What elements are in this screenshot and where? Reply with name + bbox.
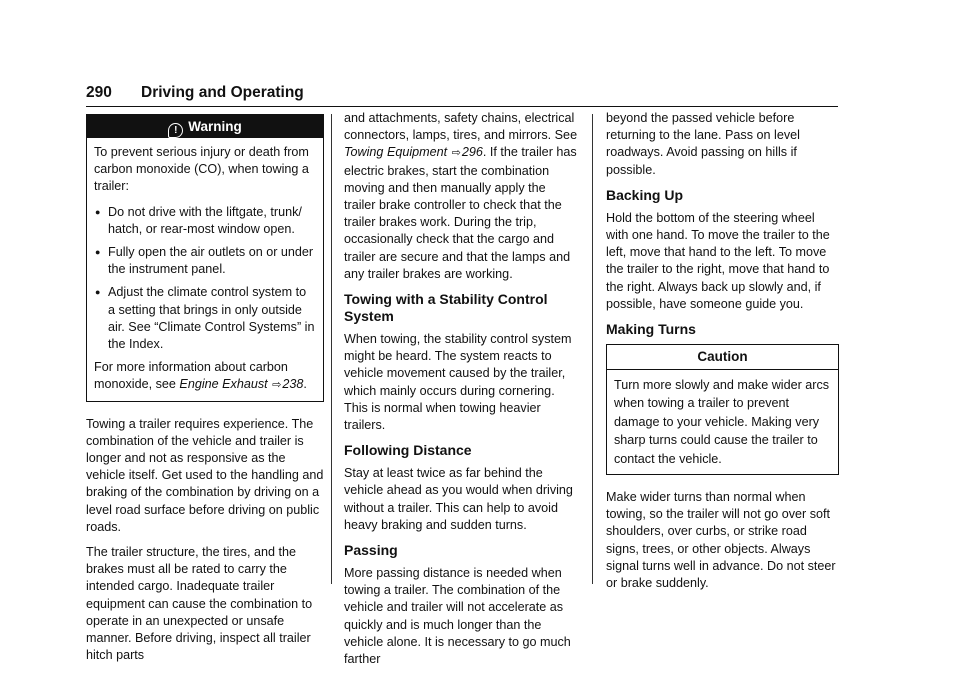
heading-following-distance: Following Distance xyxy=(344,442,472,459)
warning-body xyxy=(87,138,323,401)
warning-list xyxy=(94,204,316,354)
warning-title: Warning xyxy=(188,119,242,134)
column-2 xyxy=(344,110,579,676)
paragraph-stability-control: When towing, the stability control system might be heard. The system reacts to vehicle movement caused by the trailer, which mainly occurs during cornering. This is normal when towing heavier trailers. xyxy=(344,332,572,433)
page-number: 290 xyxy=(86,84,112,101)
warning-bullet: ● Fully open the air outlets on or under the instrument panel. xyxy=(94,244,316,278)
heading-backing-up: Backing Up xyxy=(606,186,684,203)
warning-box xyxy=(86,114,324,402)
paragraph-making-turns: Make wider turns than normal when towing, so the trailer will not go over soft shoulders, over curbs, or strike road signs, trees, or other objects. Always signal turns well in advance. Do not steer or brake suddenly. xyxy=(606,490,836,591)
page-header xyxy=(86,84,838,107)
towing-equipment-link[interactable]: Towing Equipment xyxy=(344,145,448,160)
warning-bullet: ● Adjust the climate control system to a setting that brings in only outside air. See “Climate Control Systems” in the Index. xyxy=(94,284,316,353)
paragraph-passing-continued: beyond the passed vehicle before returning to the lane. Pass on level roadways. Avoid passing on hills if possible. xyxy=(606,111,800,177)
paragraph-inspect-hitch: and attachments, safety chains, electrical connectors, lamps, tires, and mirrors. See Towing Equipment ⇨296. If the trailer has electric brakes, start the combination moving and then manually apply the trailer brake controller to check that the trailer brakes work. During the trip, occasionally check that the cargo and trailer are secure and that the lamps and any trailer brakes are working. xyxy=(344,111,578,281)
page-ref-arrow-icon: ⇨ xyxy=(272,379,282,392)
page-ref-arrow-icon: ⇨ xyxy=(451,147,461,160)
heading-making-turns: Making Turns xyxy=(606,321,696,338)
page-ref-number[interactable]: 296 xyxy=(461,145,483,160)
column-1 xyxy=(86,114,324,672)
warning-header xyxy=(87,115,323,138)
heading-stability-control: Towing with a Stability Control System xyxy=(344,291,548,325)
column-3 xyxy=(606,110,839,600)
warning-intro: To prevent serious injury or death from carbon monoxide (CO), when towing a trailer: xyxy=(94,145,309,194)
paragraph-backing-up: Hold the bottom of the steering wheel with one hand. To move the trailer to the left, move that hand to the left. To move the trailer to the right, move that hand to the right. Always back up slowly and, if possible, have someone guide you. xyxy=(606,210,830,311)
heading-passing: Passing xyxy=(344,542,398,559)
paragraph-trailer-structure: The trailer structure, the tires, and the brakes must all be rated to carry the intended cargo. Inadequate trailer equipment can cause the combination to operate in an unexpected or unsafe manner. Before driving, inspect all trailer hitch parts xyxy=(86,545,313,663)
engine-exhaust-link[interactable]: Engine Exhaust xyxy=(179,377,268,392)
section-title: Driving and Operating xyxy=(141,84,304,101)
caution-body: Turn more slowly and make wider arcs when towing a trailer to prevent damage to your vehicle. Making very sharp turns could cause the trailer to contact the vehicle. xyxy=(614,378,830,466)
paragraph-passing: More passing distance is needed when towing a trailer. The combination of the vehicle and trailer will not accelerate as quickly and is much longer than the vehicle alone. It is necessary to go much farther xyxy=(344,566,571,667)
warning-speech-icon: ! xyxy=(168,123,183,138)
caution-title: Caution xyxy=(607,345,838,370)
paragraph-following-distance: Stay at least twice as far behind the vehicle ahead as you would when driving without a trailer. This can help to avoid heavy braking and sudden turns. xyxy=(344,466,573,532)
column-divider xyxy=(592,114,593,584)
caution-box xyxy=(606,344,839,475)
warning-more-info: For more information about carbon monoxide, see Engine Exhaust ⇨238. xyxy=(94,360,307,392)
warning-bullet: ● Do not drive with the liftgate, trunk/ hatch, or rear-most window open. xyxy=(94,204,316,238)
column-divider xyxy=(331,114,332,584)
paragraph-towing-experience: Towing a trailer requires experience. The combination of the vehicle and trailer is longer and not as responsive as the vehicle itself. Get used to the handling and braking of the combination by driving on a level road surface before driving on public roads. xyxy=(86,416,324,534)
page-ref-number[interactable]: 238 xyxy=(282,377,304,392)
